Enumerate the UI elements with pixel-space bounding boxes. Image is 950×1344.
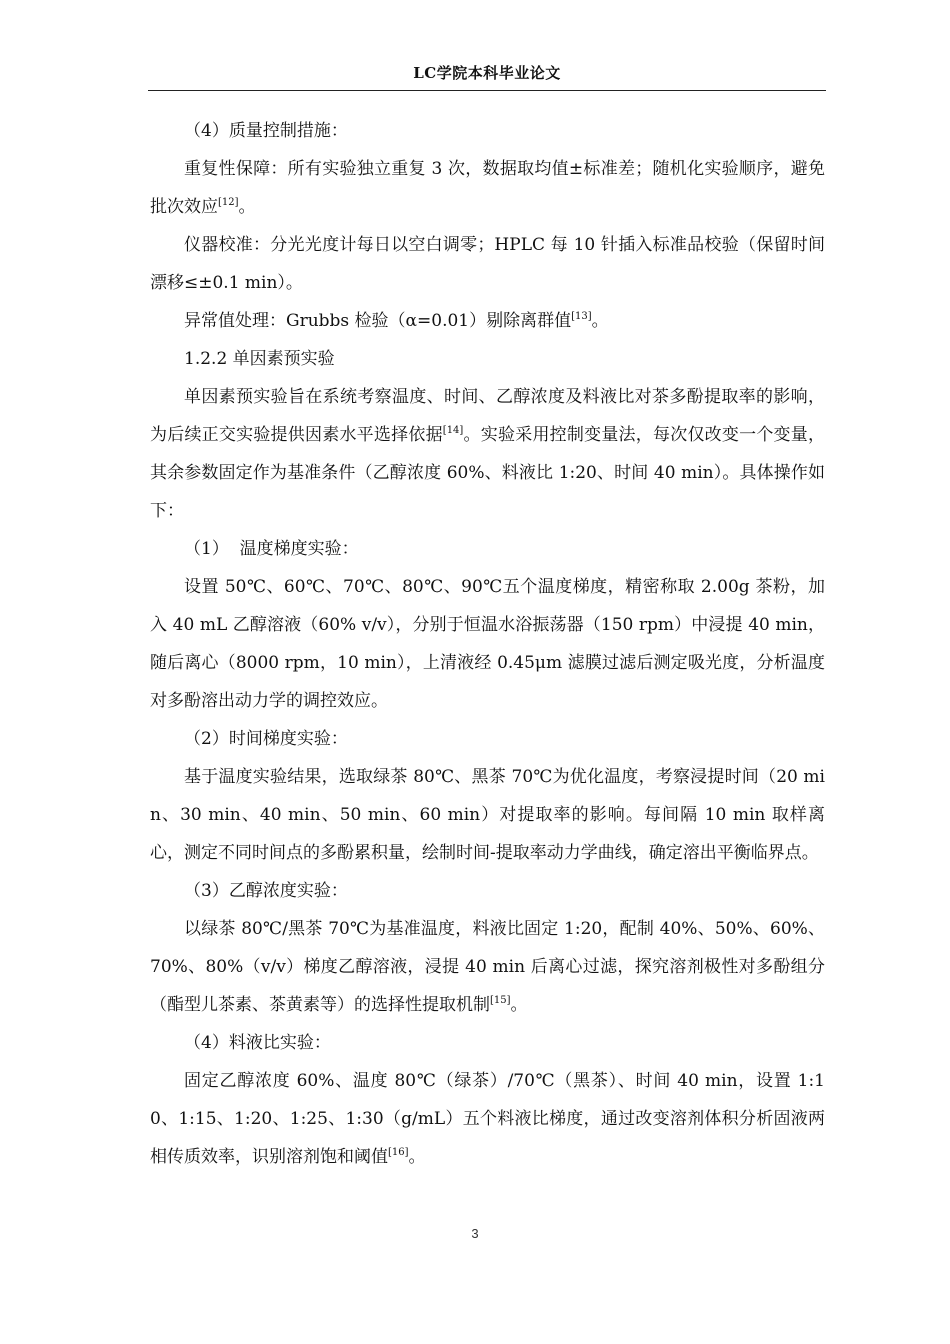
citation-12: [12]: [218, 197, 239, 208]
citation-15: [15]: [490, 995, 511, 1006]
page-number: 3: [471, 1226, 479, 1241]
citation-16: [16]: [388, 1147, 409, 1158]
paragraph-ratio: 固定乙醇浓度 60%、温度 80℃（绿茶）/70℃（黑茶）、时间 40 min，设置 1:10、1:15、1:20、1:25、1:30（g/mL）五个料液比梯度，通过改变溶剂体积分析固液两相传质效率，识别溶剂饱和阈值[16]。: [150, 1071, 825, 1167]
citation-14: [14]: [442, 425, 464, 436]
page-header: [148, 62, 826, 91]
header-title: LC学院本科毕业论文: [413, 64, 561, 82]
paragraph-time: 基于温度实验结果，选取绿茶 80℃、黑茶 70℃为优化温度，考察浸提时间（20 min、30 min、40 min、50 min、60 min）对提取率的影响。每间隔 10 min 取样离心，测定不同时间点的多酚累积量，绘制时间-提取率动力学曲线，确定溶出平衡临界点。: [150, 767, 825, 863]
document-body: [150, 112, 825, 1176]
citation-13: [13]: [571, 311, 592, 322]
section-heading-ratio: （4）料液比实验：: [184, 1033, 331, 1053]
paragraph-single-factor-intro: 单因素预实验旨在系统考察温度、时间、乙醇浓度及料液比对茶多酚提取率的影响，为后续正交实验提供因素水平选择依据[14]。实验采用控制变量法，每次仅改变一个变量，其余参数固定作为基准条件（乙醇浓度 60%、料液比 1:20、时间 40 min）。具体操作如下：: [150, 387, 826, 521]
section-heading-ethanol: （3）乙醇浓度实验：: [184, 881, 348, 901]
section-heading-quality-control: （4）质量控制措施：: [184, 121, 348, 141]
section-heading-temperature: （1） 温度梯度实验：: [184, 539, 359, 559]
paragraph-outliers: 异常值处理：Grubbs 检验（α=0.01）剔除离群值[13]。: [184, 311, 609, 331]
paragraph-temperature: 设置 50℃、60℃、70℃、80℃、90℃五个温度梯度，精密称取 2.00g 茶粉，加入 40 mL 乙醇溶液（60% v/v），分别于恒温水浴振荡器（150 rpm）中浸提 40 min，随后离心（8000 rpm，10 min），上清液经 0.45μm 滤膜过滤后测定吸光度，分析温度对多酚溶出动力学的调控效应。: [150, 577, 825, 711]
paragraph-calibration: 仪器校准：分光光度计每日以空白调零；HPLC 每 10 针插入标准品校验（保留时间漂移≤±0.1 min）。: [150, 235, 825, 293]
section-heading-single-factor: 1.2.2 单因素预实验: [184, 349, 335, 369]
paragraph-reproducibility: 重复性保障：所有实验独立重复 3 次，数据取均值±标准差；随机化实验顺序，避免批次效应[12]。: [150, 159, 825, 217]
section-heading-time: （2）时间梯度实验：: [184, 729, 348, 749]
paragraph-ethanol: 以绿茶 80℃/黑茶 70℃为基准温度，料液比固定 1:20，配制 40%、50%、60%、70%、80%（v/v）梯度乙醇溶液，浸提 40 min 后离心过滤，探究溶剂极性对多酚组分（酯型儿茶素、茶黄素等）的选择性提取机制[15]。: [150, 919, 825, 1015]
